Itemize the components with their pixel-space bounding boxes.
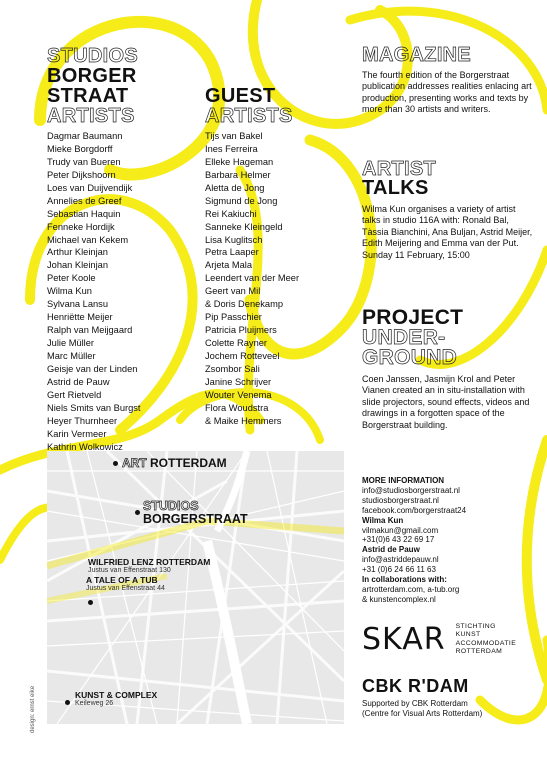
map-label-tale-of-a-tub[interactable]: A TALE OF A TUB Justus van Effenstraat 44 [86,575,165,592]
magazine-text: The fourth edition of the Borgerstraat publication addresses realities enlacing art production, presenting works and texts by more than 30 artists and writers. [362,70,532,115]
artist-name: Arjeta Mala [205,260,253,271]
info-contact-list [362,486,537,516]
artist-name: Loes van Duijvendijk [47,182,133,193]
collab-line: artrotterdam.com, a-tub.org [362,584,460,594]
artist-name: Barbara Helmer [205,169,271,180]
artist-name: Geert van Mil [205,286,261,297]
artist-name: Sigmund de Jong [205,195,278,206]
artist-name: Dagmar Baumann [47,131,123,141]
artist-name: Heyer Thurnheer [47,415,118,426]
artist-name: Flora Woudstra [205,402,269,413]
design-credit: design: ernst eike [30,685,36,733]
location-pin-icon [113,461,118,466]
map-label-kunst-complex[interactable]: KUNST & COMPLEX Keileweg 26 [75,690,158,707]
artist-name: Marc Müller [47,350,96,361]
map-label-art-rotterdam[interactable]: ART ROTTERDAM [113,456,227,470]
artist-name: Johan Kleinjan [47,260,108,271]
skar-logo[interactable] [362,622,516,657]
cbk-line-2: (Centre for Visual Arts Rotterdam) [362,708,483,718]
artist-name: Fenneke Hordijk [47,221,115,232]
artist-name: Wouter Venema [205,389,272,400]
artist-name: Zsombor Sali [205,363,260,374]
artist-name: Sanneke Kleingeld [205,221,283,232]
artist-name: Rei Kakiuchi [205,208,257,219]
map-pin-kunst [65,694,74,712]
location-pin-icon [88,600,93,605]
talks-text: Wilma Kun organises a variety of artist talks in studio 116A with: Ronald Bal, Tàssia Bianchini, Ana Buljan, Astrid Meijer, Edith Meijering and Emma van der Put. [362,204,533,249]
artist-name: Peter Koole [47,273,96,284]
artist-name: Astrid de Pauw [47,376,110,387]
collab-heading: In collaborations with: [362,575,447,585]
artist-name: Trudy van Bueren [47,156,121,167]
artist-name: Annelies de Greef [47,195,122,206]
skar-subtitle: STICHTING KUNST ACCOMMODATIE ROTTERDAM [455,622,517,655]
artist-name: Michael van Kekem [47,234,129,245]
artist-name: Sylvana Lansu [47,299,108,310]
artist-name: Niels Smits van Burgst [47,402,141,413]
info-contact-list-2 [362,526,537,546]
cbk-logo: CBK R'DAM [362,676,469,696]
artist-name: Karin Vermeer [47,428,107,439]
info-contact-name-2: Astrid de Pauw [362,545,420,555]
artist-name: Geisje van der Linden [47,363,138,374]
info-contact-list-3 [362,555,537,575]
studios-heading: STUDIOS BORGER STRAAT ARTISTS [47,45,138,127]
artist-name: & Doris Denekamp [205,299,284,310]
artist-name: Sebastian Haquin [47,208,121,219]
artist-name: Mieke Borgdorff [47,143,113,154]
project-heading: PROJECT UNDER- GROUND [362,306,464,369]
artist-name: Patricia Pluijmers [205,325,277,336]
project-section [362,308,534,431]
artist-name: Aletta de Jong [205,182,265,193]
contact-line: +31(0)6 43 22 69 17 [362,535,435,545]
artist-name: Ralph van Meijgaard [47,325,133,336]
artist-name: Wilma Kun [47,286,92,297]
guest-artists-list [205,130,299,428]
project-text: Coen Janssen, Jasmijn Krol and Peter Vianen created an in situ-installation with slide projectors, sound effects, videos and drawings in a forgotten space of the Borgerstraat building. [362,374,530,430]
skar-wordmark: SKAR [362,622,446,657]
artist-name: & Maike Hemmers [205,415,282,426]
artist-name: Elleke Hageman [205,156,274,167]
artist-name: Jochem Rotteveel [205,350,280,361]
cbk-section [362,676,542,719]
contact-line: +31 (0)6 24 66 11 63 [362,565,436,575]
map-label-wilfried-lenz[interactable]: WILFRIED LENZ ROTTERDAM Justus van Effenstraat 130 [88,557,211,574]
artist-name: Lisa Kuglitsch [205,234,263,245]
studio-artists-list [47,130,141,453]
info-contact-name-1: Wilma Kun [362,515,404,525]
artist-name: Petra Laaper [205,247,259,258]
artist-name: Ines Ferreira [205,143,258,154]
info-heading: MORE INFORMATION [362,476,445,485]
artist-name: Arthur Kleinjan [47,247,108,258]
artist-name: Tijs van Bakel [205,131,263,141]
contact-line: vilmakun@gmail.com [362,525,439,535]
artist-name: Henriëtte Meijer [47,312,113,323]
info-section [362,476,537,605]
location-pin-icon [135,510,140,515]
artist-name: Colette Rayner [205,338,268,348]
artist-name: Janine Schrijver [205,376,272,387]
location-pin-icon [65,700,70,705]
contact-line: info@astriddepauw.nl [362,555,439,565]
magazine-section [362,46,532,116]
artist-name: Leendert van der Meer [205,273,300,284]
talks-heading: ARTIST TALKS [362,158,437,199]
artist-name: Julie Müller [47,338,95,348]
collab-list [362,585,537,605]
guest-heading: GUEST ARTISTS [205,85,293,127]
artist-name: Kathrin Wolkowicz [47,441,123,452]
collab-line: & kunstencomplex.nl [362,594,436,604]
contact-line: info@studiosborgerstraat.nl [362,485,460,495]
artist-name: Peter Dijkshoorn [47,169,116,180]
cbk-line-1: Supported by CBK Rotterdam [362,699,468,708]
contact-line: facebook.com/borgerstraat24 [362,505,467,515]
magazine-heading: MAGAZINE [362,44,472,66]
talks-date: Sunday 11 February, 15:00 [362,249,470,260]
contact-line: studiosborgerstraat.nl [362,495,439,505]
map-label-studios-borgerstraat[interactable]: STUDIOS BORGERSTRAAT [135,500,248,526]
artist-name: Gert Rietveld [47,389,102,400]
talks-section [362,160,534,261]
artist-name: Pip Passchier [205,312,262,323]
map-pin-tub [88,594,97,612]
